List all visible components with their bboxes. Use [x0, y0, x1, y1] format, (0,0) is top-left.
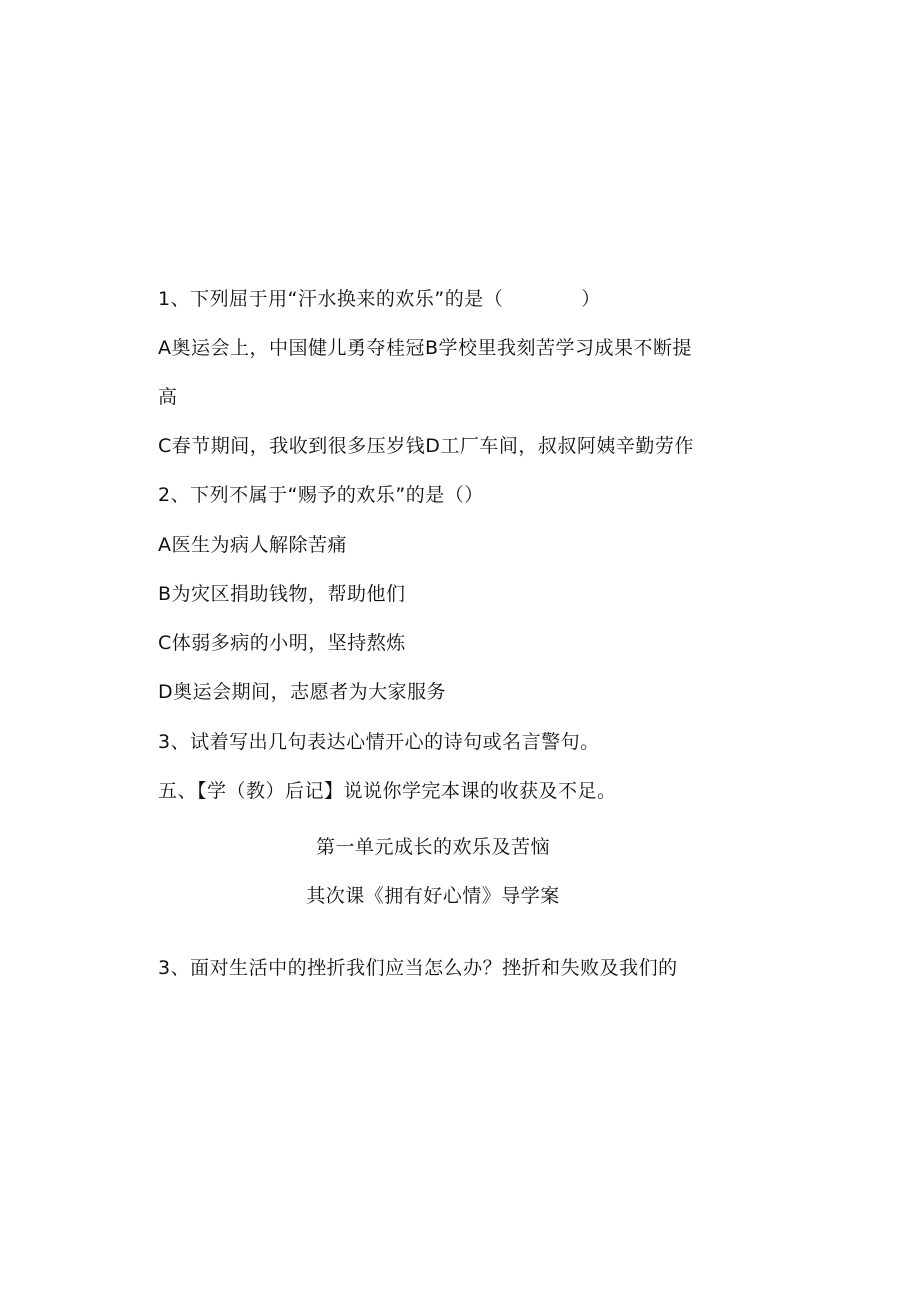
question-2-option-c: C体弱多病的小明，坚持熬炼: [158, 632, 406, 654]
question-2-option-d: D奥运会期间，志愿者为大家服务: [158, 681, 447, 703]
question-1: 1、下列屈于用“汗水换来的欢乐”的是（ ）: [158, 288, 601, 310]
question-1-options-ab-wrap: 高: [158, 386, 178, 408]
question-2-option-a: A医生为病人解除苦痛: [158, 534, 347, 556]
unit-title: 第一单元成长的欢乐及苦恼: [315, 836, 550, 858]
question-3-setbacks: 3、面对生活中的挫折我们应当怎么办？挫折和失败及我们的: [158, 957, 678, 979]
question-2: 2、下列不属于“赐予的欢乐”的是（）: [158, 484, 484, 506]
lesson-title: 其次课《拥有好心情》导学案: [306, 885, 560, 907]
question-3: 3、试着写出几句表达心情开心的诗句或名言警句。: [158, 731, 600, 753]
question-2-option-b: B为灾区捐助钱物，帮助他们: [158, 583, 406, 605]
question-1-options-cd: C春节期间，我收到很多压岁钱D工厂车间，叔叔阿姨辛勤劳作: [158, 435, 694, 457]
section-5-afterword: 五、【学（教）后记】说说你学完本课的收获及不足。: [158, 780, 617, 802]
question-1-options-ab: A奥运会上，中国健儿勇夺桂冠B学校里我刻苦学习成果不断提: [158, 337, 693, 359]
